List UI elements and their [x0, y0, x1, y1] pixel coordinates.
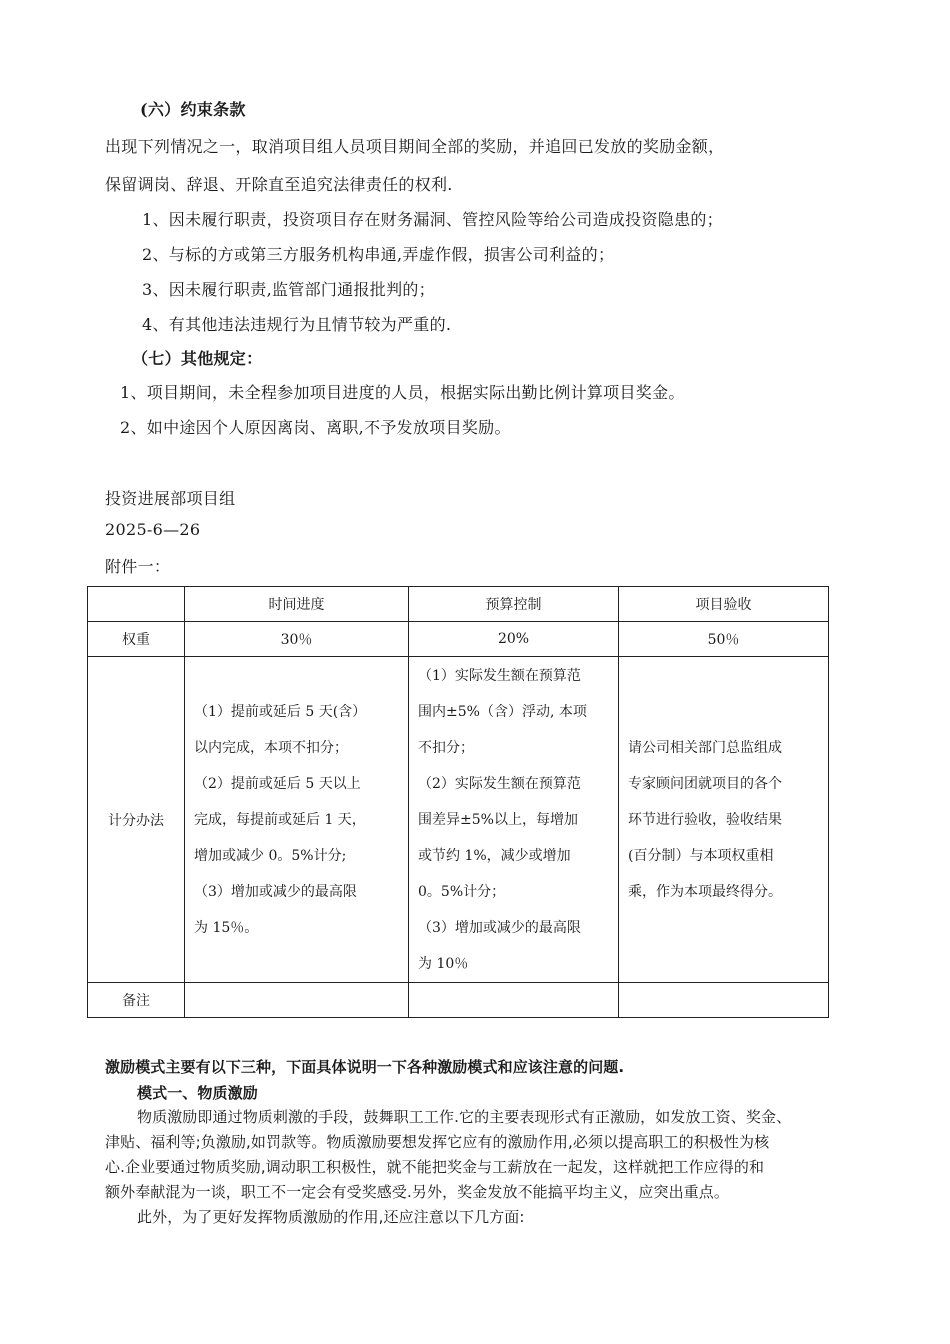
- table-row-weight: [88, 622, 829, 657]
- signature-org: 投资进展部项目组: [105, 489, 236, 508]
- table-row-method: [88, 657, 829, 983]
- method-line: （2）提前或延后 5 天以上: [194, 775, 361, 792]
- section6-intro-line1: 出现下列情况之一，取消项目组人员项目期间全部的奖励，并追回已发放的奖励金额，: [105, 137, 725, 156]
- remark-cell: [409, 983, 619, 1018]
- method-line: 为 15％。: [194, 919, 259, 936]
- incentive-para-line: 额外奉献混为一谈，职工不一定会有受奖感受.另外，奖金发放不能搞平均主义，应突出重点。: [105, 1183, 729, 1201]
- method-accept-cell: [619, 657, 829, 983]
- method-line: 围差异±5%以上，每增加: [418, 811, 578, 828]
- method-line: 完成，每提前或延后 1 天，: [194, 811, 366, 828]
- mode1-title: 模式一、物质激励: [137, 1084, 258, 1102]
- incentive-closing: 此外，为了更好发挥物质激励的作用,还应注意以下几方面:: [137, 1208, 525, 1226]
- method-line: 增加或减少 0。5%计分;: [194, 847, 347, 864]
- table-header-cell: [88, 587, 185, 622]
- incentive-para-line: 津贴、福利等;负激励,如罚款等。物质激励要想发挥它应有的激励作用,必须以提高职工的积极性为核: [105, 1133, 770, 1151]
- method-line: （3）增加或减少的最高限: [418, 919, 581, 936]
- incentive-intro: 激励模式主要有以下三种，下面具体说明一下各种激励模式和应该注意的问题.: [105, 1058, 625, 1076]
- table-header-row: [88, 587, 829, 622]
- method-line: 0。5%计分；: [418, 883, 506, 900]
- incentive-para-line: 物质激励即通过物质刺激的手段，鼓舞职工工作.它的主要表现形式有正激励，如发放工资、奖金、: [137, 1108, 792, 1126]
- table-row-remark: [88, 983, 829, 1018]
- method-line: 或节约 1%，减少或增加: [418, 847, 571, 864]
- table-header-cell: 项目验收: [619, 587, 829, 622]
- method-line: 环节进行验收，验收结果: [628, 811, 782, 828]
- method-line: （3）增加或减少的最高限: [194, 883, 357, 900]
- section7-item-1: 1、项目期间，未全程参加项目进度的人员，根据实际出勤比例计算项目奖金。: [120, 383, 685, 402]
- method-line: 围内±5%（含）浮动, 本项: [418, 703, 587, 720]
- method-line: （1）实际发生额在预算范: [418, 667, 581, 684]
- method-line: （1）提前或延后 5 天(含）: [194, 703, 367, 720]
- section6-item-2: 2、与标的方或第三方服务机构串通,弄虚作假，损害公司利益的；: [142, 245, 615, 264]
- section6-intro-line2: 保留调岗、辞退、开除直至追究法律责任的权利.: [105, 175, 453, 194]
- method-line: 为 10％: [418, 955, 469, 972]
- weight-label: 权重: [88, 622, 185, 657]
- section7-heading: （七）其他规定：: [132, 349, 263, 368]
- remark-cell: [619, 983, 829, 1018]
- attachment-label: 附件一：: [105, 557, 171, 576]
- method-label: 计分办法: [88, 657, 185, 983]
- section6-item-4: 4、有其他违法违规行为且情节较为严重的.: [142, 315, 452, 334]
- method-time-text: [185, 694, 408, 946]
- remark-cell: [185, 983, 409, 1018]
- method-accept-text: [619, 730, 828, 910]
- section6-item-1: 1、因未履行职责，投资项目存在财务漏洞、管控风险等给公司造成投资隐患的；: [142, 210, 723, 229]
- weight-cell: 20%: [409, 622, 619, 657]
- method-line: 请公司相关部门总监组成: [628, 739, 782, 756]
- table-header-cell: 预算控制: [409, 587, 619, 622]
- method-line: 以内完成，本项不扣分；: [194, 739, 348, 756]
- method-line: 不扣分；: [418, 739, 474, 756]
- method-time-cell: [185, 657, 409, 983]
- weight-cell: 30％: [185, 622, 409, 657]
- section7-item-2: 2、如中途因个人原因离岗、离职,不予发放项目奖励。: [120, 418, 511, 437]
- signature-date: 2025-6—26: [105, 520, 201, 539]
- method-line: 乘，作为本项最终得分。: [628, 883, 782, 900]
- section6-item-3: 3、因未履行职责,监管部门通报批判的；: [142, 280, 435, 299]
- incentive-para-line: 心.企业要通过物质奖励,调动职工积极性，就不能把奖金与工薪放在一起发，这样就把工作应得的和: [105, 1158, 765, 1176]
- method-budget-text: [409, 658, 618, 982]
- method-line: （2）实际发生额在预算范: [418, 775, 581, 792]
- table-header-cell: 时间进度: [185, 587, 409, 622]
- attachment-table: [87, 586, 829, 1018]
- weight-cell: 50％: [619, 622, 829, 657]
- section6-heading: (六）约束条款: [140, 100, 246, 119]
- method-line: (百分制）与本项权重相: [628, 847, 774, 864]
- remark-label: 备注: [88, 983, 185, 1018]
- method-line: 专家顾问团就项目的各个: [628, 775, 782, 792]
- method-budget-cell: [409, 657, 619, 983]
